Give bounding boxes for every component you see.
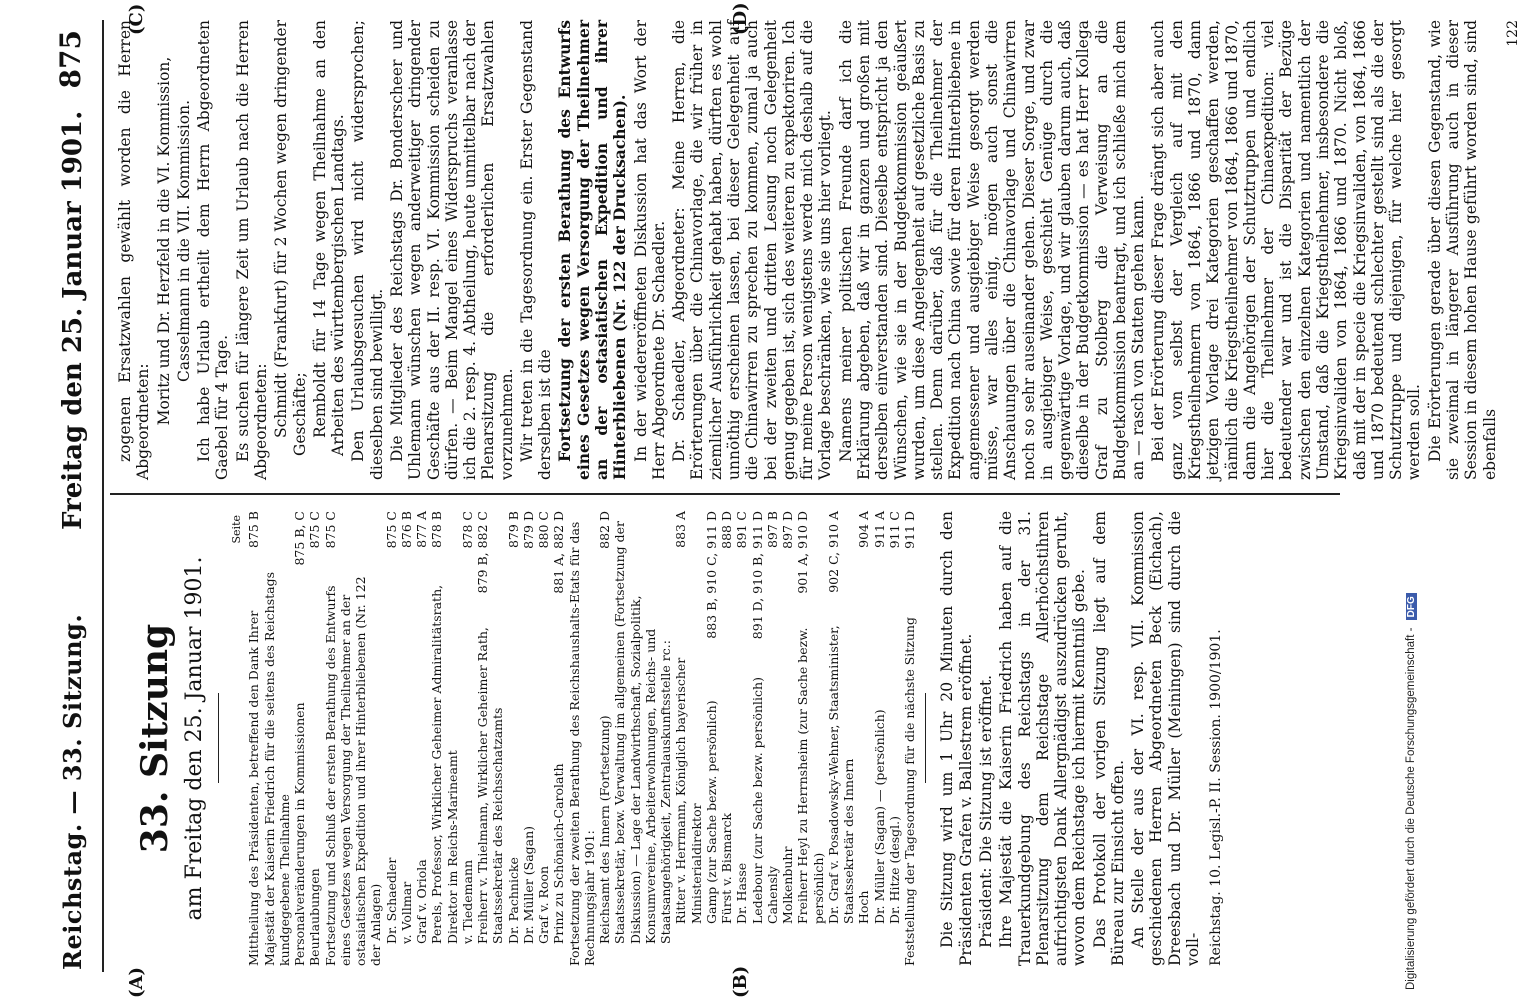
toc-row	[597, 511, 612, 966]
toc-page-ref: 911 C	[886, 511, 902, 549]
toc-row	[872, 511, 887, 966]
toc-page-ref: 878 B	[429, 511, 445, 549]
toc-row	[506, 511, 521, 966]
toc-page-ref: 897 B	[764, 511, 780, 549]
right-para-7: Remboldt für 14 Tage wegen Theilnahme an den Arbeiten des württembergischen Landtags.	[310, 20, 348, 456]
dfg-logo: DFG	[1406, 593, 1417, 620]
toc-row	[521, 511, 536, 966]
toc-page-ref: 911 D	[902, 511, 918, 549]
head-rule	[102, 20, 104, 972]
schaedler-speech-2: Namens meiner politischen Freunde darf ich die Erklärung abgeben, daß wir in ganzen und großen mit derselben einverstanden sind. Dieselbe entspricht ja den Wünschen, wie sie in der Budgetkommission geäußert wurden, um diese Angelegenheit auf gesetzliche Basis zu stellen. Denn darüber, daß für die Theilnehmer der Expedition nach China sowie für deren Hinterbliebene in angemessener und ausgiebiger Weise gesorgt werden müsse, war alles einig, mögen auch sonst die Anschauungen über die Chinavorlage und Chinawirren noch so sehr auseinander gehen. Dieser Sorge, und zwar in ausgiebiger Weise, geschieht Genüge durch die gegenwärtige Vorlage, und wir glauben darum auch, daß dieselbe in der Budgetkommission — es hat Herr Kollega Graf zu Stolberg die Verweisung an die Budgetkommission beantragt, und ich schließe mich dem an — rasch von Statten gehen kann.	[836, 20, 1148, 480]
margin-letter-a: (A)	[126, 967, 147, 998]
toc-page-ref: 879 D	[520, 511, 536, 549]
toc-entry-text: Freiherr v. Thielmann, Wirklicher Geheimer Rath, Staatssekretär des Reichsschatzamts	[475, 627, 506, 944]
toc-page-ref: 891 D, 910 B, 911 D	[749, 511, 765, 640]
toc-page-ref: 883 B, 910 C, 911 D	[703, 511, 719, 639]
president-opening: Präsident: Die Sitzung ist eröffnet.	[976, 674, 995, 948]
column-divider	[110, 493, 1340, 495]
toc-row	[734, 511, 749, 966]
toc-entry-text: Dr. Müller (Sagan)	[520, 825, 536, 944]
toc-page-ref: 875 C	[383, 511, 399, 549]
toc-page-ref: 902 C, 910 A	[825, 511, 841, 593]
toc-page-ref: 878 C	[459, 511, 475, 549]
toc-entry-text: Fürst v. Bismarck	[719, 812, 735, 924]
toc-entry-text: Gamp (zur Sache bezw. persönlich)	[703, 700, 719, 924]
toc-row	[384, 511, 399, 966]
toc-entry-text: Graf v. Oriola	[414, 859, 430, 944]
right-para-9: Die Mitglieder des Reichstags Dr. Bonderscheer und Uhlemann wünschen wegen anderweitiger dringender Geschäfte aus der II. resp. VI. Kommission scheiden zu dürfen. — Beim Mangel eines Widerspruchs veranlasse ich die 2. resp. 4. Abtheilung, heute unmittelbar nach der Plenarsitzung die erforderlichen Ersatzwahlen vorzunehmen.	[387, 20, 516, 480]
running-head-date: Freitag den 25. Januar 1901.	[58, 110, 88, 530]
title-rule	[218, 694, 219, 784]
toc-page-ref: 881 A, 882 D	[551, 511, 567, 594]
toc-page-ref: 897 D	[780, 511, 796, 549]
schaedler-speech-3: Bei der Erörterung dieser Frage drängt sich aber auch ganz von selbst der Vergleich auf mit den Kriegstheilnehmern von 1864, 1866 und 1870, dann jetzigen Vorlage drei Kategorien geschaffen werden, nämlich die Kriegstheilnehmer von 1864, 1866 und 1870, dann die Angehörigen der Schutztruppen und endlich hier die Theilnehmer der Chinaexpedition: viel bedeutender war und ist die Disparität der Bezüge zwischen den einzelnen Kategorien und namentlich der Umstand, daß die Kriegstheilnehmer, insbesondere die Kriegsinvaliden von 1864, 1866 und 1870. Nicht bloß, daß mit der in specie die Kriegsinvaliden, von 1864, 1866 und 1870 bedeutend schlechter gestellt sind als die der Schutztruppe und diejenigen, für welche hier gesorgt werden soll.	[1149, 20, 1424, 480]
page-number: 875	[54, 30, 87, 89]
left-column	[116, 511, 1225, 966]
toc-entry-text: Cahensly	[764, 866, 780, 924]
toc-entry-text: Dr. Hasse	[734, 862, 750, 924]
toc-row	[323, 511, 384, 966]
toc-entry-text: Freiherr Heyl zu Herrnsheim (zur Sache bezw. persönlich)	[795, 627, 826, 924]
toc-entry-text: Fortsetzung und Schluß der ersten Berathung des Entwurfs eines Gesetzes wegen Versorgung der Theilnehmer an der ostasiatischen Expedition und ihrer Hinterbliebenen (Nr. 122 der Anlagen)	[322, 576, 384, 966]
toc-page-ref: 891 C	[734, 511, 750, 549]
margin-letter-d: (D)	[730, 2, 751, 35]
toc-entry-text: Graf v. Roon	[536, 865, 552, 944]
toc-row	[567, 511, 598, 966]
right-para-6: Schmidt (Frankfurt) für 2 Wochen wegen dringender Geschäfte;	[272, 20, 309, 456]
toc-entry-text: Mittheilung des Präsidenten, betreffend den Dank Ihrer Majestät der Kaiserin Friedrich für die seitens des Reichstags kundgegebene Theilnahme	[246, 571, 292, 966]
toc-entry-text: Ledebour (zur Sache bezw. persönlich)	[749, 677, 765, 924]
toc-page-ref: 875 C	[322, 511, 338, 549]
session-date: am Freitag den 25. Januar 1901.	[182, 556, 208, 921]
toc-row	[399, 511, 414, 966]
toc-page-ref: 883 A	[673, 511, 689, 548]
toc-row	[795, 511, 826, 966]
right-para-10: Wir treten in die Tagesordnung ein. Erster Gegenstand derselben ist die	[517, 20, 555, 480]
toc-row	[887, 511, 902, 966]
agenda-item-bold: Fortsetzung der ersten Berathung des Entwurfs eines Gesetzes wegen Versorgung der Theilnehmer an der ostasiatischen Expedition und ihrer Hinterbliebenen (Nr. 122 der Drucksachen).	[555, 20, 630, 480]
toc-row	[612, 511, 673, 966]
toc-entry-text: Dr. Hitze (desgl.)	[886, 816, 902, 924]
toc-row	[719, 511, 734, 966]
toc-entry-text: Staatssekretär, bezw. Verwaltung im allgemeinen (Fortsetzung der Diskussion) — Lage der Landwirthschaft, Sozialpolitik, Konsumvereine, Arbeiterwohnungen, Reichs- und Staatsangehörigkeit, Zentralauskunftsstelle rc.:	[612, 520, 674, 944]
toc-entry-text: Beurlaubungen	[307, 868, 323, 966]
toc-entry-text: Reichsamt des Innern (Fortsetzung)	[597, 715, 613, 944]
right-para-1: zogenen Ersatzwahlen gewählt worden die Herren Abgeordneten:	[116, 20, 153, 480]
right-para-2: Moritz und Dr. Herzfeld in die VI. Kommission,	[154, 56, 173, 426]
table-of-contents	[246, 511, 917, 966]
toc-page-ref: 876 B	[398, 511, 414, 549]
right-para-4: Ich habe Urlaub ertheilt dem Herrn Abgeordneten Gaebel für 4 Tage.	[195, 20, 232, 480]
margin-letter-c: (C)	[126, 3, 147, 35]
toc-entry-text: Dr. Schaedler	[383, 857, 399, 944]
toc-page-ref: 875 C	[307, 511, 323, 549]
toc-entry-text: Fortsetzung der zweiten Berathung des Reichshaushalts-Etats für das Rechnungsjahr 1901:	[566, 521, 597, 966]
toc-row	[704, 511, 719, 966]
toc-entry-text: Prinz zu Schönaich-Carolath	[551, 763, 567, 944]
digitization-credit	[1405, 10, 1427, 990]
session-title: 33. Sitzung	[134, 623, 176, 854]
toc-row	[673, 511, 704, 966]
right-para-5: Es suchen für längere Zeit um Urlaub nach die Herren Abgeordneten:	[233, 20, 270, 480]
protocol-paragraph: Das Protokoll der vorigen Sitzung liegt auf dem Büreau zur Einsicht offen.	[1090, 511, 1127, 966]
toc-row	[536, 511, 551, 966]
toc-row	[246, 511, 292, 966]
right-para-8: Den Urlaubsgesuchen wird nicht widersprochen; dieselben sind bewilligt.	[349, 20, 386, 480]
toc-entry-text: Ritter v. Herrmann, Königlich bayerischer Ministerialdirektor	[673, 657, 704, 924]
toc-row	[902, 511, 917, 966]
seite-label: Seite	[230, 515, 244, 544]
toc-row	[765, 511, 780, 966]
toc-entry-text: Dr. Graf v. Posadowsky-Wehner, Staatsminister, Staatssekretär des Innern	[825, 625, 857, 924]
sheet-signature: 122	[1504, 20, 1521, 47]
margin-letter-b: (B)	[730, 965, 751, 998]
toc-page-ref: 901 A, 910 D	[795, 511, 811, 594]
commission-replacement-paragraph: An Stelle der aus der VI. resp. VII. Kommission geschiedenen Herren Abgeordneten Beck (Eichach), Dreesbach und Dr. Müller (Meiningen) sind durch die voll-	[1129, 511, 1203, 966]
toc-row	[292, 511, 307, 966]
toc-row	[750, 511, 765, 966]
opening-paragraph: Die Sitzung wird um 1 Uhr 20 Minuten durch den Präsidenten Grafen v. Ballestrem eröffnet.	[938, 511, 975, 966]
toc-row	[460, 511, 475, 966]
toc-page-ref: 875 B	[246, 511, 262, 549]
volume-footer: Reichstag. 10. Legisl.-P. II. Session. 1900/1901.	[1208, 629, 1225, 966]
right-para-3: Casselmann in die VII. Kommission.	[174, 99, 193, 383]
toc-page-ref: 875 B, C	[292, 511, 308, 566]
toc-entry-text: Perels, Professor, Wirklicher Geheimer Admiralitätsrath, Direktor im Reichs-Marineamt	[429, 584, 460, 944]
toc-entry-text: Dr. Pachnicke	[505, 857, 521, 944]
toc-page-ref: 877 A	[414, 511, 430, 548]
toc-page-ref: 911 A	[871, 511, 887, 548]
toc-page-ref: 879 B, 882 C	[475, 511, 491, 594]
running-head	[40, 0, 100, 1000]
toc-page-ref: 879 B	[505, 511, 521, 549]
running-head-left: Reichstag. — 33. Sitzung.	[58, 613, 87, 970]
toc-entry-text: Dr. Müller (Sagan) — (persönlich)	[871, 709, 887, 924]
toc-row	[414, 511, 429, 966]
toc-row	[307, 511, 322, 966]
toc-page-ref: 882 D	[597, 511, 613, 549]
toc-row	[429, 511, 460, 966]
toc-row	[780, 511, 795, 966]
schaedler-speech-1: Dr. Schaedler, Abgeordneter: Meine Herren, die Erörterungen über die Chinavorlage, die wir früher in ziemlicher Ausführlichkeit gehabt haben, dürften es wohl unnöthig erscheinen lassen, bei dieser Gelegenheit auf die Chinawirren zu sprechen zu kommen, zumal ja auch bei der zweiten und dritten Lesung noch Gelegenheit genug gegeben ist, sich des weiteren zu expektoriren. Ich für meine Person wenigstens werde mich deshalb auf die Vorlage beschränken, wie sie uns hier vorliegt.	[670, 20, 835, 480]
credit-text: Digitalisierung gefördert durch die Deutsche Forschungsgemeinschaft -	[1405, 627, 1417, 990]
toc-row	[551, 511, 566, 966]
right-column	[116, 20, 1521, 480]
toc-page-ref: 888 D	[719, 511, 735, 549]
toc-row	[826, 511, 857, 966]
toc-page-ref: 904 A	[856, 511, 872, 548]
toc-row	[856, 511, 871, 966]
toc-entry-text: Hoch	[856, 890, 872, 924]
right-para-12: In der wiedereröffneten Diskussion hat das Wort der Herr Abgeordnete Dr. Schaedler.	[631, 20, 668, 480]
toc-entry-text: v. Vollmar	[398, 881, 414, 944]
schaedler-speech-4: Die Erörterungen gerade über diesen Gegenstand, wie sie zweimal in längerer Ausführung auch in dieser Session in diesem hohen Hause geführt worden sind, sind ebenfalls	[1425, 20, 1499, 480]
toc-rule	[925, 694, 926, 784]
kaiserin-thanks-paragraph: Ihre Majestät die Kaiserin Friedrich haben auf die Trauerkundgebung des Reichstags in der 31. Plenarsitzung dem Reichstage Allerhöchstihren aufrichtigsten Dank Allergnädigst auszudrücken geruht, wovon dem Reichstage ich hiermit Kenntniß gebe.	[997, 511, 1089, 966]
toc-entry-text: v. Tiedemann	[459, 859, 475, 944]
toc-page-ref: 880 C	[536, 511, 552, 549]
toc-entry-text: Feststellung der Tagesordnung für die nächste Sitzung	[902, 617, 918, 966]
toc-entry-text: Molkenbuhr	[780, 846, 796, 924]
toc-row	[475, 511, 506, 966]
toc-entry-text: Personalveränderungen in Kommissionen	[292, 702, 308, 966]
